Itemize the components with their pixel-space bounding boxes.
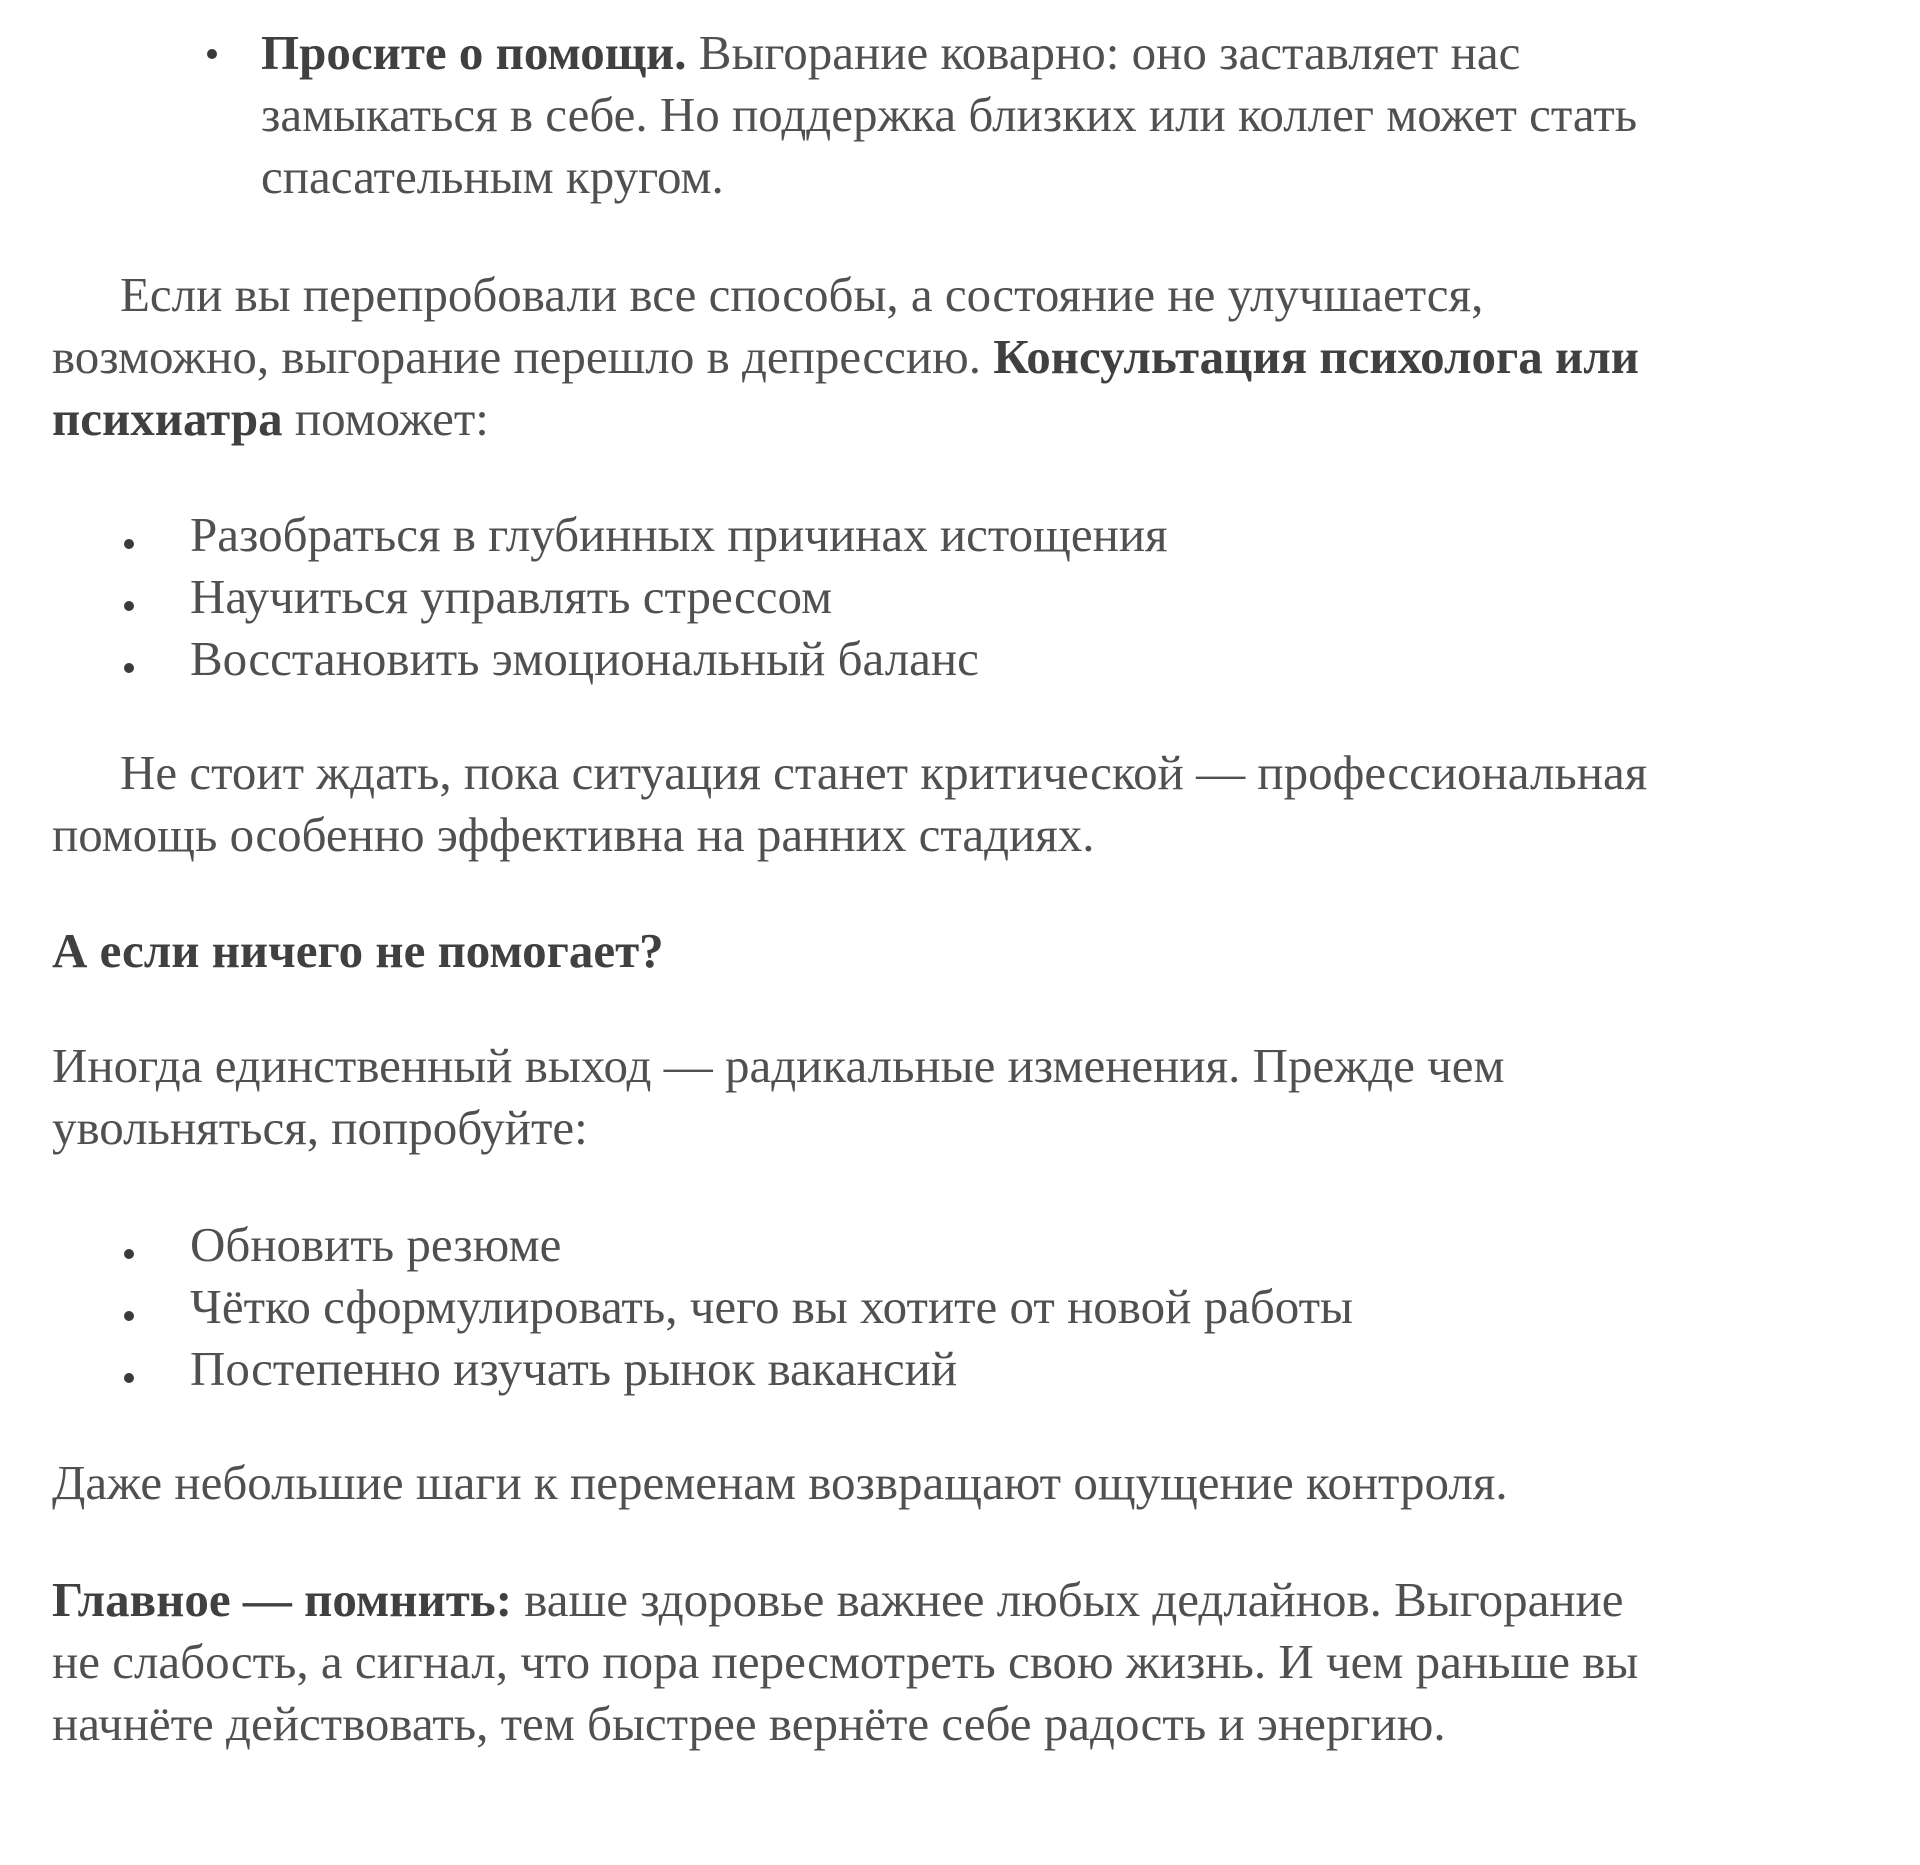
consult-line-2 (52, 326, 1639, 388)
bullet-icon (124, 1311, 134, 1321)
list-item-text: Научиться управлять стрессом (190, 569, 833, 624)
radical-line-1: Иногда единственный выход — радикальные изменения. Прежде чем (52, 1038, 1505, 1093)
main-line-3: начнёте действовать, тем быстрее вернёте себе радость и энергию. (52, 1696, 1446, 1751)
help-bullet-bold: Просите о помощи. (261, 25, 687, 80)
wait-line-1: Не стоит ждать, пока ситуация станет критической — профессиональная (120, 745, 1648, 800)
consult-line-2-normal: возможно, выгорание перешло в депрессию. (52, 329, 981, 384)
help-bullet-line-1 (261, 22, 1520, 84)
bullet-icon (207, 49, 217, 59)
consult-line-2-bold: Консультация психолога или (993, 329, 1639, 384)
consult-line-3-bold: психиатра (52, 391, 283, 446)
list-item-text: Чётко сформулировать, чего вы хотите от новой работы (190, 1279, 1353, 1334)
wait-line-2: помощь особенно эффективна на ранних стадиях. (52, 807, 1095, 862)
help-bullet-line-2: замыкаться в себе. Но поддержка близких или коллег может стать (261, 87, 1638, 142)
main-line-1-text: ваше здоровье важнее любых дедлайнов. Выгорание (524, 1572, 1624, 1627)
consult-line-1: Если вы перепробовали все способы, а состояние не улучшается, (120, 267, 1484, 322)
consult-line-3-normal: поможет: (294, 391, 489, 446)
bullet-icon (124, 1373, 134, 1383)
main-line-1 (52, 1569, 1624, 1631)
bullet-icon (124, 1249, 134, 1259)
help-bullet-line-3: спасательным кругом. (261, 149, 724, 204)
bullet-icon (124, 601, 134, 611)
consult-line-3 (52, 388, 489, 450)
steps-paragraph: Даже небольшие шаги к переменам возвращают ощущение контроля. (52, 1455, 1508, 1510)
section-heading (52, 920, 664, 982)
list-item-text: Восстановить эмоциональный баланс (190, 631, 979, 686)
help-bullet-text: Выгорание коварно: оно заставляет нас (698, 25, 1521, 80)
bullet-icon (124, 539, 134, 549)
main-bold: Главное — помнить: (52, 1572, 513, 1627)
radical-line-2: увольняться, попробуйте: (52, 1100, 588, 1155)
bullet-icon (124, 663, 134, 673)
main-line-2: не слабость, а сигнал, что пора пересмотреть свою жизнь. И чем раньше вы (52, 1634, 1639, 1689)
list-item-text: Разобраться в глубинных причинах истощения (190, 507, 1168, 562)
section-heading-text: А если ничего не помогает? (52, 923, 664, 978)
list-item-text: Обновить резюме (190, 1217, 562, 1272)
list-item-text: Постепенно изучать рынок вакансий (190, 1341, 958, 1396)
